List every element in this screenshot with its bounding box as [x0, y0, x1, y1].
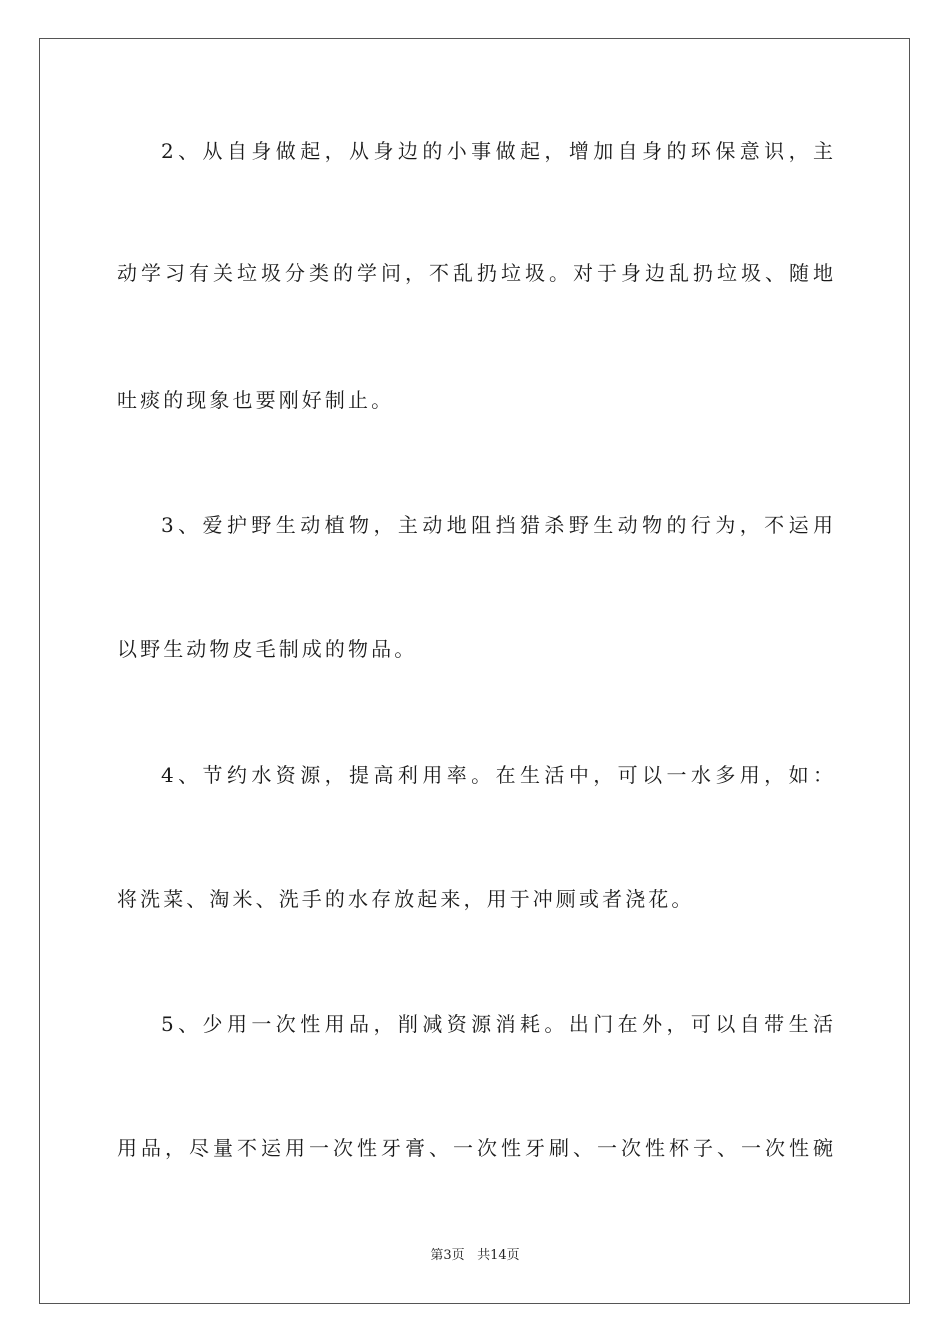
footer-spacer [465, 1248, 477, 1263]
paragraph-2-line-2: 动学习有关垃圾分类的学问，不乱扔垃圾。对于身边乱扔垃圾、随地 [117, 261, 833, 285]
paragraph-5-line-1: 5、少用一次性用品，削减资源消耗。出门在外，可以自带生活 [161, 1012, 833, 1036]
page-number: 第3页 [430, 1248, 465, 1263]
paragraph-4-line-2: 将洗菜、淘米、洗手的水存放起来，用于冲厕或者浇花。 [117, 887, 695, 911]
page-border [39, 38, 910, 1304]
paragraph-3-line-1: 3、爱护野生动植物，主动地阻挡猎杀野生动物的行为，不运用 [161, 513, 833, 537]
paragraph-5-line-2: 用品，尽量不运用一次性牙膏、一次性牙刷、一次性杯子、一次性碗 [117, 1136, 833, 1160]
page-footer [0, 1247, 950, 1265]
paragraph-4-line-1: 4、节约水资源，提高利用率。在生活中，可以一水多用，如： [161, 763, 833, 787]
paragraph-3-line-2: 以野生动物皮毛制成的物品。 [117, 637, 418, 661]
paragraph-2-line-1: 2、从自身做起，从身边的小事做起，增加自身的环保意识，主 [161, 139, 833, 163]
page-total: 共14页 [477, 1248, 520, 1263]
paragraph-2-line-3: 吐痰的现象也要刚好制止。 [117, 388, 395, 412]
